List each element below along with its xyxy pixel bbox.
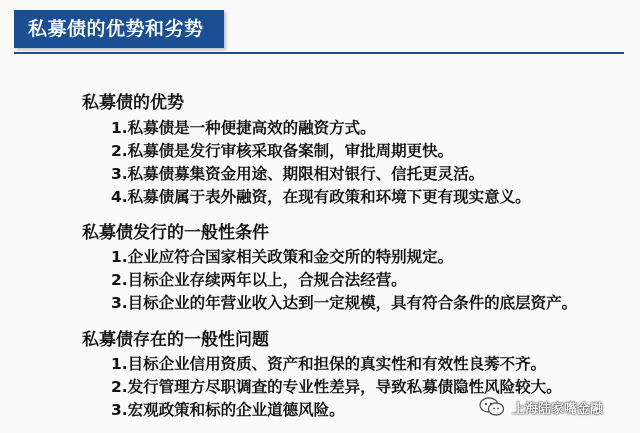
list-item: 3.宏观政策和标的企业道德风险。 (111, 401, 345, 419)
section-heading-advantages: 私募债的优势 (82, 93, 184, 113)
list-item: 1.目标企业信用资质、资产和担保的真实性和有效性良莠不齐。 (111, 355, 547, 373)
list-item: 2.发行管理方尽职调查的专业性差异，导致私募债隐性风险较大。 (111, 378, 562, 396)
page-title: 私募债的优势和劣势 (28, 18, 204, 40)
list-item: 2.目标企业存续两年以上，合规合法经营。 (111, 271, 407, 289)
list-item: 2.私募债是发行审核采取备案制，审批周期更快。 (111, 142, 454, 160)
list-item: 1.私募债是一种便捷高效的融资方式。 (111, 119, 376, 137)
section-heading-conditions: 私募债发行的一般性条件 (82, 223, 269, 243)
watermark (478, 394, 603, 420)
list-item: 1.企业应符合国家相关政策和金交所的特别规定。 (111, 248, 454, 266)
section-heading-issues: 私募债存在的一般性问题 (82, 330, 269, 350)
list-item: 4.私募债属于表外融资，在现有政策和环境下更有现实意义。 (111, 188, 531, 206)
wechat-icon (478, 396, 506, 418)
list-item: 3.目标企业的年营业收入达到一定规模，具有符合条件的底层资产。 (111, 294, 578, 312)
watermark-text: 上海陆家嘴金融 (512, 401, 604, 417)
list-item: 3.私募债募集资金用途、期限相对银行、信托更灵活。 (111, 165, 485, 183)
